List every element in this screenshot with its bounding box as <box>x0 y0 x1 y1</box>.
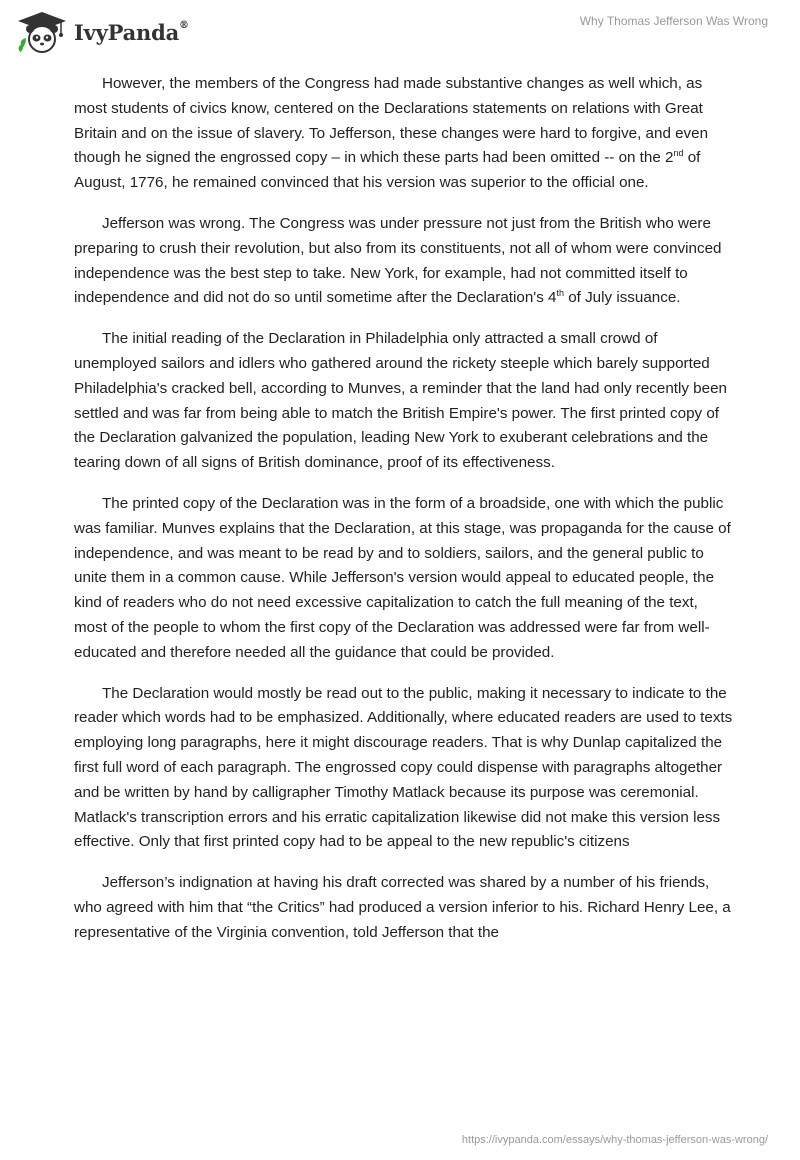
paragraph-3: The initial reading of the Declaration in Philadelphia only attracted a small crowd of unemployed sailors and idlers who gathered around the rickety steeple which barely supported Philadelphia's cracked bell, according to Munves, a reminder that the land had only recently been settled and was far from being able to match the British Empire's power. The first printed copy of the Declaration galvanized the population, leading New York to exuberant celebrations and the tearing down of all signs of British dominance, proof of its effectiveness. <box>74 330 727 472</box>
ivypanda-logo[interactable] <box>16 10 189 54</box>
page-header <box>0 0 800 60</box>
document-title: Why Thomas Jefferson Was Wrong <box>579 14 768 28</box>
panda-graduation-cap-icon <box>16 10 68 54</box>
paragraph-5: The Declaration would mostly be read out to the public, making it necessary to indicate to the reader which words had to be emphasized. Additionally, where educated readers are used to texts employing long paragraphs, here it might discourage readers. That is why Dunlap capitalized the first full word of each paragraph. The engrossed copy could dispense with paragraphs altogether and be written by hand by calligrapher Timothy Matlack because its purpose was ceremonial. Matlack's transcription errors and his erratic capitalization likewise did not make this version less effective. Only that first printed copy had to be appeal to the new republic's citizens <box>74 684 733 851</box>
paragraph-6: Jefferson’s indignation at having his draft corrected was shared by a number of his friends, who agreed with him that “the Critics” had produced a version inferior to his. Richard Henry Lee, a representative of the Virginia convention, told Jefferson that the <box>74 874 731 941</box>
source-url[interactable]: https://ivypanda.com/essays/why-thomas-jefferson-was-wrong/ <box>461 1134 768 1146</box>
ordinal-suffix: nd <box>673 148 684 159</box>
paragraph-1: However, the members of the Congress had made substantive changes as well which, as most students of civics know, centered on the Declarations statements on relations with Great Britain and on the issue of slavery. To Jefferson, these changes were hard to forgive, and even though he signed the engrossed copy – in which these parts had been omitted -- on the 2nd of August, 1776, he remained convinced that his version was superior to the official one. <box>74 75 709 192</box>
registered-mark: ® <box>179 19 189 31</box>
paragraph-4: The printed copy of the Declaration was in the form of a broadside, one with which the public was familiar. Munves explains that the Declaration, at this stage, was propaganda for the cause of independence, and was meant to be read by and to soldiers, sailors, and the general public to unite them in a common cause. While Jefferson's version would appeal to educated people, the kind of readers who do not need excessive capitalization to catch the full meaning of the text, most of the people to whom the first copy of the Declaration was addressed were far from well-educated and therefore needed all the guidance that could be provided. <box>74 494 731 661</box>
paragraph-2: Jefferson was wrong. The Congress was under pressure not just from the British who were preparing to crush their revolution, but also from its constituents, not all of whom were convinced independence was the best step to take. New York, for example, had not committed itself to independence and did not do so until sometime after the Declaration's 4th of July issuance. <box>74 214 722 307</box>
ordinal-suffix: th <box>556 288 564 299</box>
brand-name: IvyPanda® <box>74 19 189 45</box>
essay-body <box>74 72 734 962</box>
